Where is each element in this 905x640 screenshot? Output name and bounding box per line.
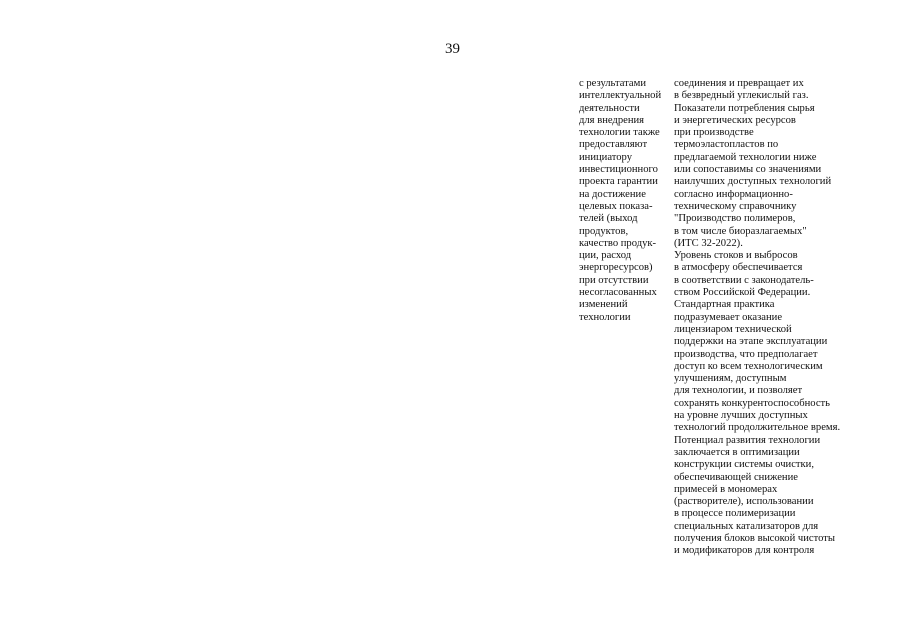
text-line: и модификаторов для контроля [674,545,815,557]
text-line: (растворителе), использовании [674,496,814,508]
text-line: телей (выход [579,213,638,225]
text-line: техническому справочнику [674,200,797,212]
text-line: технологий продолжительное время. [674,422,841,434]
text-line: инициатору [579,151,633,163]
text-line: доступ ко всем технологическим [674,360,823,372]
text-line: заключается в оптимизации [674,446,800,458]
text-line: при отсутствии [579,274,649,286]
text-line: конструкции системы очистки, [674,459,814,471]
text-line: качество продук- [579,237,657,249]
text-line: деятельности [579,102,640,114]
text-line: поддержки на этапе эксплуатации [674,336,828,348]
text-line: в соответствии с законодатель- [674,274,814,286]
text-line: улучшениям, доступным [674,373,787,385]
text-line: "Производство полимеров, [674,213,796,225]
text-line: Стандартная практика [674,299,775,311]
text-line: Потенциал развития технологии [674,434,821,446]
text-line: продуктов, [579,225,629,237]
text-line: технологии [579,311,631,323]
text-line: энергоресурсов) [579,262,653,274]
text-line: технологии также [579,127,660,139]
text-line: изменений [579,299,628,311]
text-line: для технологии, и позволяет [674,385,803,397]
text-line: для внедрения [579,114,645,126]
text-line: в безвредный углекислый газ. [674,90,809,102]
text-line: ции, расход [579,250,632,262]
text-line: ством Российской Федерации. [674,287,811,299]
text-line: (ИТС 32-2022). [674,237,743,249]
text-line: получения блоков высокой чистоты [674,532,836,544]
text-line: проекта гарантии [579,176,658,188]
text-line: интеллектуальной [579,90,662,102]
table-column-left [579,78,669,324]
text-line: при производстве [674,127,754,139]
text-line: согласно информационно- [674,188,793,200]
text-line: примесей в мономерах [674,483,778,495]
text-line: в атмосферу обеспечивается [674,262,803,274]
text-line: предлагаемой технологии ниже [674,151,817,163]
text-line: в том числе биоразлагаемых" [674,225,807,237]
text-line: обеспечивающей снижение [674,471,798,483]
text-line: Уровень стоков и выбросов [674,250,798,262]
text-line: Показатели потребления сырья [674,102,815,114]
page-number: 39 [445,41,460,57]
text-line: производства, что предполагает [674,348,818,360]
text-line: сохранять конкурентоспособность [674,397,830,409]
text-line: специальных катализаторов для [674,520,819,532]
text-line: и энергетических ресурсов [674,114,796,126]
text-line: несогласованных [579,287,657,299]
text-line: соединения и превращает их [674,78,804,89]
text-line: или сопоставимы со значениями [674,164,822,176]
text-line: на уровне лучших доступных [674,410,808,422]
text-line: предоставляют [579,139,648,151]
text-line: наилучших доступных технологий [674,176,832,188]
text-line: подразумевает оказание [674,311,783,323]
text-line: с результатами [579,78,647,89]
text-line: лицензиаром технической [674,323,792,335]
text-line: инвестиционного [579,164,658,176]
text-line: на достижение [579,188,646,200]
table-column-right [674,78,854,558]
text-line: в процессе полимеризации [674,508,796,520]
text-line: термоэластопластов по [674,139,779,151]
text-line: целевых показа- [579,200,653,212]
